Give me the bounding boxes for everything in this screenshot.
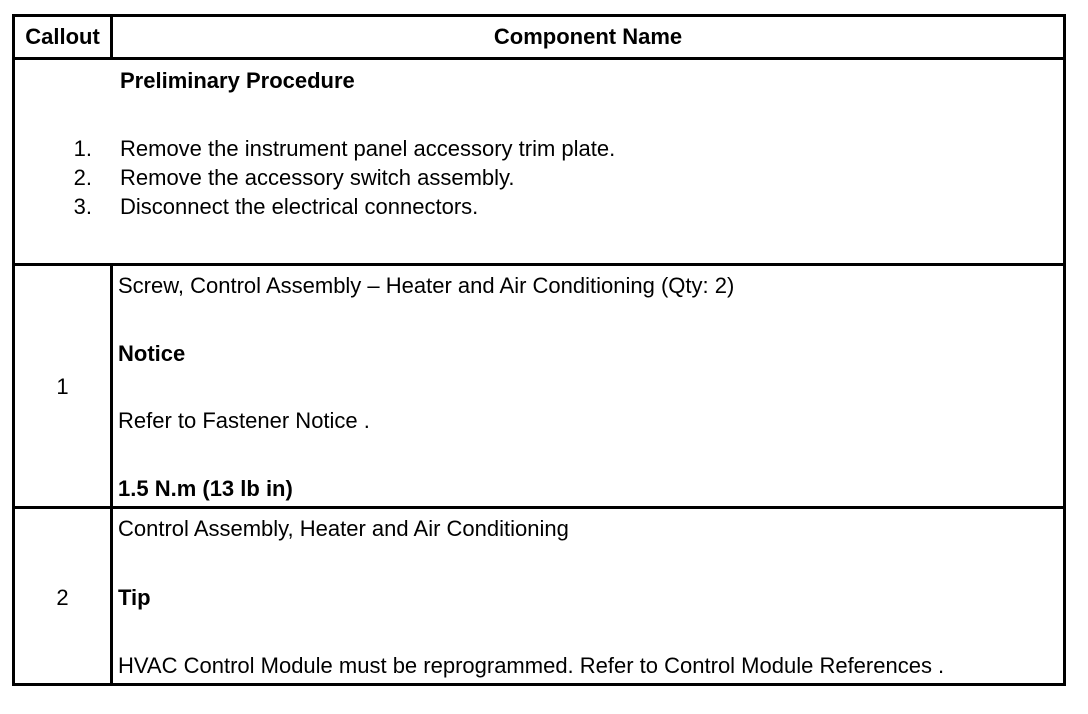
row1-component-name: Screw, Control Assembly – Heater and Air Conditioning (Qty: 2) bbox=[118, 273, 735, 298]
component-table bbox=[12, 14, 1066, 686]
header-divider bbox=[15, 57, 1063, 60]
row2-tip-text: HVAC Control Module must be reprogrammed. Refer to Control Module References . bbox=[118, 653, 945, 678]
row2-callout: 2 bbox=[56, 585, 69, 610]
step-number: 1. bbox=[73, 136, 92, 161]
step-text: Disconnect the electrical connectors. bbox=[120, 194, 479, 219]
column-divider-row2 bbox=[110, 506, 113, 686]
step-number: 2. bbox=[73, 165, 92, 190]
step-number: 3. bbox=[73, 194, 92, 219]
row1-callout: 1 bbox=[56, 374, 69, 399]
row1-notice-text: Refer to Fastener Notice . bbox=[118, 408, 370, 433]
step-text: Remove the instrument panel accessory trim plate. bbox=[120, 136, 616, 161]
row1-torque-spec: 1.5 N.m (13 lb in) bbox=[118, 476, 293, 501]
header-callout: Callout bbox=[25, 24, 100, 49]
column-divider-row1 bbox=[110, 263, 113, 506]
header-component-name: Component Name bbox=[493, 24, 683, 49]
step-text: Remove the accessory switch assembly. bbox=[120, 165, 515, 190]
preliminary-divider bbox=[15, 263, 1063, 266]
row1-divider bbox=[15, 506, 1063, 509]
row2-component-name: Control Assembly, Heater and Air Conditioning bbox=[118, 516, 569, 541]
row2-tip-label: Tip bbox=[118, 585, 151, 610]
row1-notice-label: Notice bbox=[118, 341, 186, 366]
preliminary-title: Preliminary Procedure bbox=[120, 68, 355, 93]
